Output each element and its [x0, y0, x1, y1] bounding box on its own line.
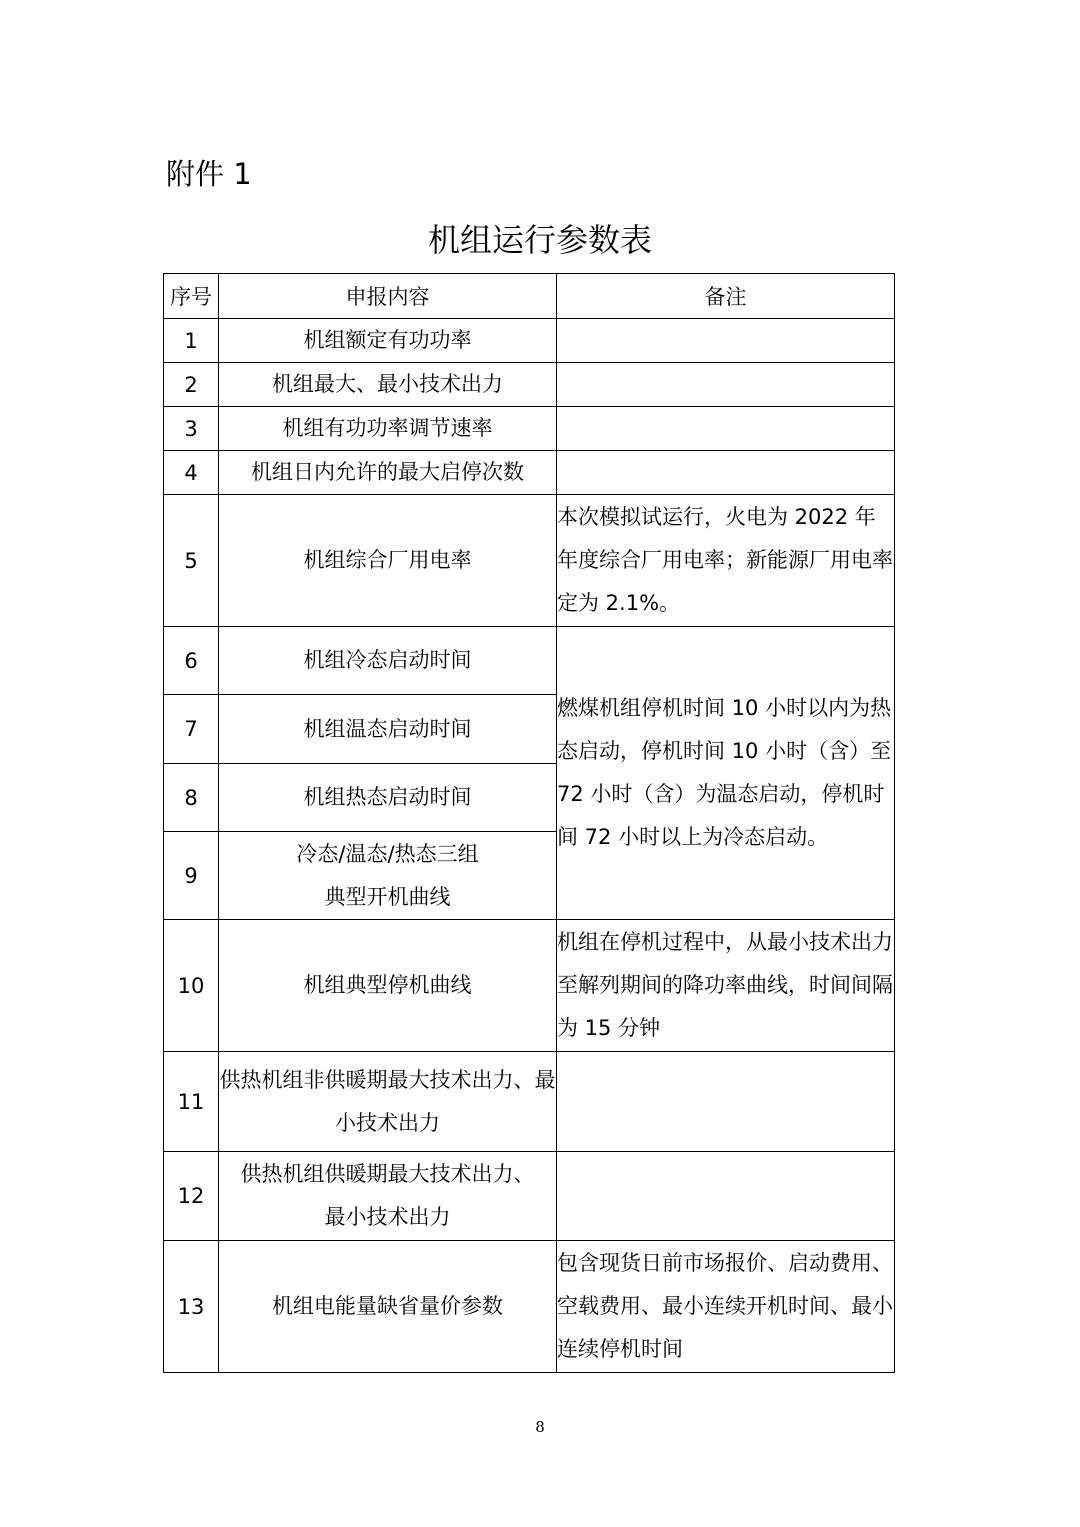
row-number: 12	[164, 1152, 219, 1241]
row-item: 供热机组供暖期最大技术出力、最小技术出力	[219, 1152, 557, 1241]
row-item: 机组热态启动时间	[219, 764, 557, 832]
table-title: 机组运行参数表	[427, 221, 652, 259]
row-number: 6	[164, 627, 219, 695]
row-number: 1	[164, 319, 219, 363]
header-number: 序号	[164, 274, 219, 319]
row-number: 5	[164, 495, 219, 627]
row-note	[557, 363, 895, 407]
table-row	[164, 920, 895, 1052]
table-row	[164, 363, 895, 407]
row-item: 机组电能量缺省量价参数	[219, 1241, 557, 1373]
row-item: 机组冷态启动时间	[219, 627, 557, 695]
page-number: 8	[535, 1418, 545, 1436]
row-item: 机组综合厂用电率	[219, 495, 557, 627]
row-number: 3	[164, 407, 219, 451]
row-number: 13	[164, 1241, 219, 1373]
table-row	[164, 451, 895, 495]
table-row	[164, 1052, 895, 1152]
row-number: 10	[164, 920, 219, 1052]
table-header-row	[164, 274, 895, 319]
header-item: 申报内容	[219, 274, 557, 319]
row-item: 机组温态启动时间	[219, 695, 557, 764]
row-item: 机组额定有功功率	[219, 319, 557, 363]
table-row	[164, 1152, 895, 1241]
attachment-label: 附件 1	[166, 157, 252, 191]
header-note: 备注	[557, 274, 895, 319]
row-note-merged: 燃煤机组停机时间 10 小时以内为热态启动，停机时间 10 小时（含）至 72 小时（含）为温态启动，停机时间 72 小时以上为冷态启动。	[557, 627, 895, 920]
row-number: 11	[164, 1052, 219, 1152]
parameters-table	[163, 273, 895, 1373]
row-number: 8	[164, 764, 219, 832]
row-item: 机组日内允许的最大启停次数	[219, 451, 557, 495]
table-row	[164, 495, 895, 627]
row-item: 机组典型停机曲线	[219, 920, 557, 1052]
table-row	[164, 407, 895, 451]
table-row	[164, 1241, 895, 1373]
row-note	[557, 407, 895, 451]
table-row	[164, 627, 895, 695]
table-row	[164, 319, 895, 363]
row-note	[557, 451, 895, 495]
row-note: 本次模拟试运行，火电为 2022 年年度综合厂用电率；新能源厂用电率定为 2.1%。	[557, 495, 895, 627]
row-number: 2	[164, 363, 219, 407]
row-note	[557, 319, 895, 363]
row-number: 4	[164, 451, 219, 495]
row-number: 9	[164, 832, 219, 920]
row-item: 机组最大、最小技术出力	[219, 363, 557, 407]
row-note: 机组在停机过程中，从最小技术出力至解列期间的降功率曲线，时间间隔为 15 分钟	[557, 920, 895, 1052]
row-note	[557, 1152, 895, 1241]
row-item: 供热机组非供暖期最大技术出力、最小技术出力	[219, 1052, 557, 1152]
row-number: 7	[164, 695, 219, 764]
row-note: 包含现货日前市场报价、启动费用、空载费用、最小连续开机时间、最小连续停机时间	[557, 1241, 895, 1373]
row-item: 机组有功功率调节速率	[219, 407, 557, 451]
row-item: 冷态/温态/热态三组典型开机曲线	[219, 832, 557, 920]
row-note	[557, 1052, 895, 1152]
